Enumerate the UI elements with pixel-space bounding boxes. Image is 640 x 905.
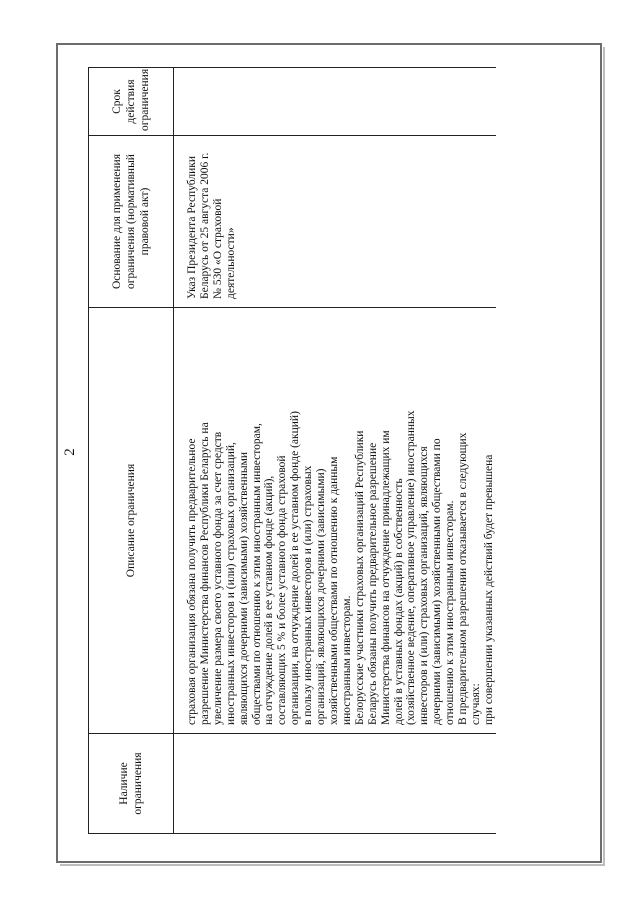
basis-text: Указ Президента Республики Беларусь от 25 августа 2006 г. № 530 «О страховой деятельности»	[186, 152, 237, 299]
header-description: Описание ограничения	[89, 308, 174, 734]
header-basis: Основание для применения ограничения (нормативный правовой акт)	[89, 136, 174, 308]
table-header-row	[89, 68, 174, 834]
header-presence: Наличие ограничения	[89, 734, 174, 834]
restrictions-table	[88, 67, 496, 834]
cell-basis	[174, 136, 496, 308]
description-text: страховая организация обязана получить предварительное разрешение Министерства финансов Республики Беларусь на увеличение размера своего уставного фонда за счет средств иностранных инвесторов и (или) страховых организаций, являющихся дочерними (зависимыми) хозяйственными обществами по отношению к этим иностранным инвесторам, на отчуждение долей в ее уставном фонде (акций), составляющих 5 % и более уставного фонда страховой организации, на отчуждение долей в ее уставном фонде (акций) в пользу иностранных инвесторов и (или) страховых организаций, являющихся дочерними (зависимыми) хозяйственными обществами по отношению к данным иностранным инвесторам. Белорусские участники страховых организаций Республики Беларусь обязаны получить предварительное разрешение Министерства финансов на отчуждение принадлежащих им долей в уставных фондах (акций) в собственность (хозяйственное ведение, оперативное управление) иностранных инвесторов и (или) страховых организаций, являющихся дочерними (зависимыми) хозяйственными обществами по отношению к этим иностранным инвесторам. В предварительном разрешении отказывается в следующих случаях: при совершении указанных действий будет превышена	[186, 410, 495, 725]
term-text	[174, 68, 186, 135]
table-row	[174, 68, 496, 834]
page-number: 2	[62, 448, 78, 456]
cell-term	[174, 68, 496, 136]
presence-text	[174, 734, 186, 833]
cell-presence	[174, 734, 496, 834]
header-term: Срок действия ограничения	[89, 68, 174, 136]
cell-description	[174, 308, 496, 734]
rotated-document	[60, 62, 580, 842]
